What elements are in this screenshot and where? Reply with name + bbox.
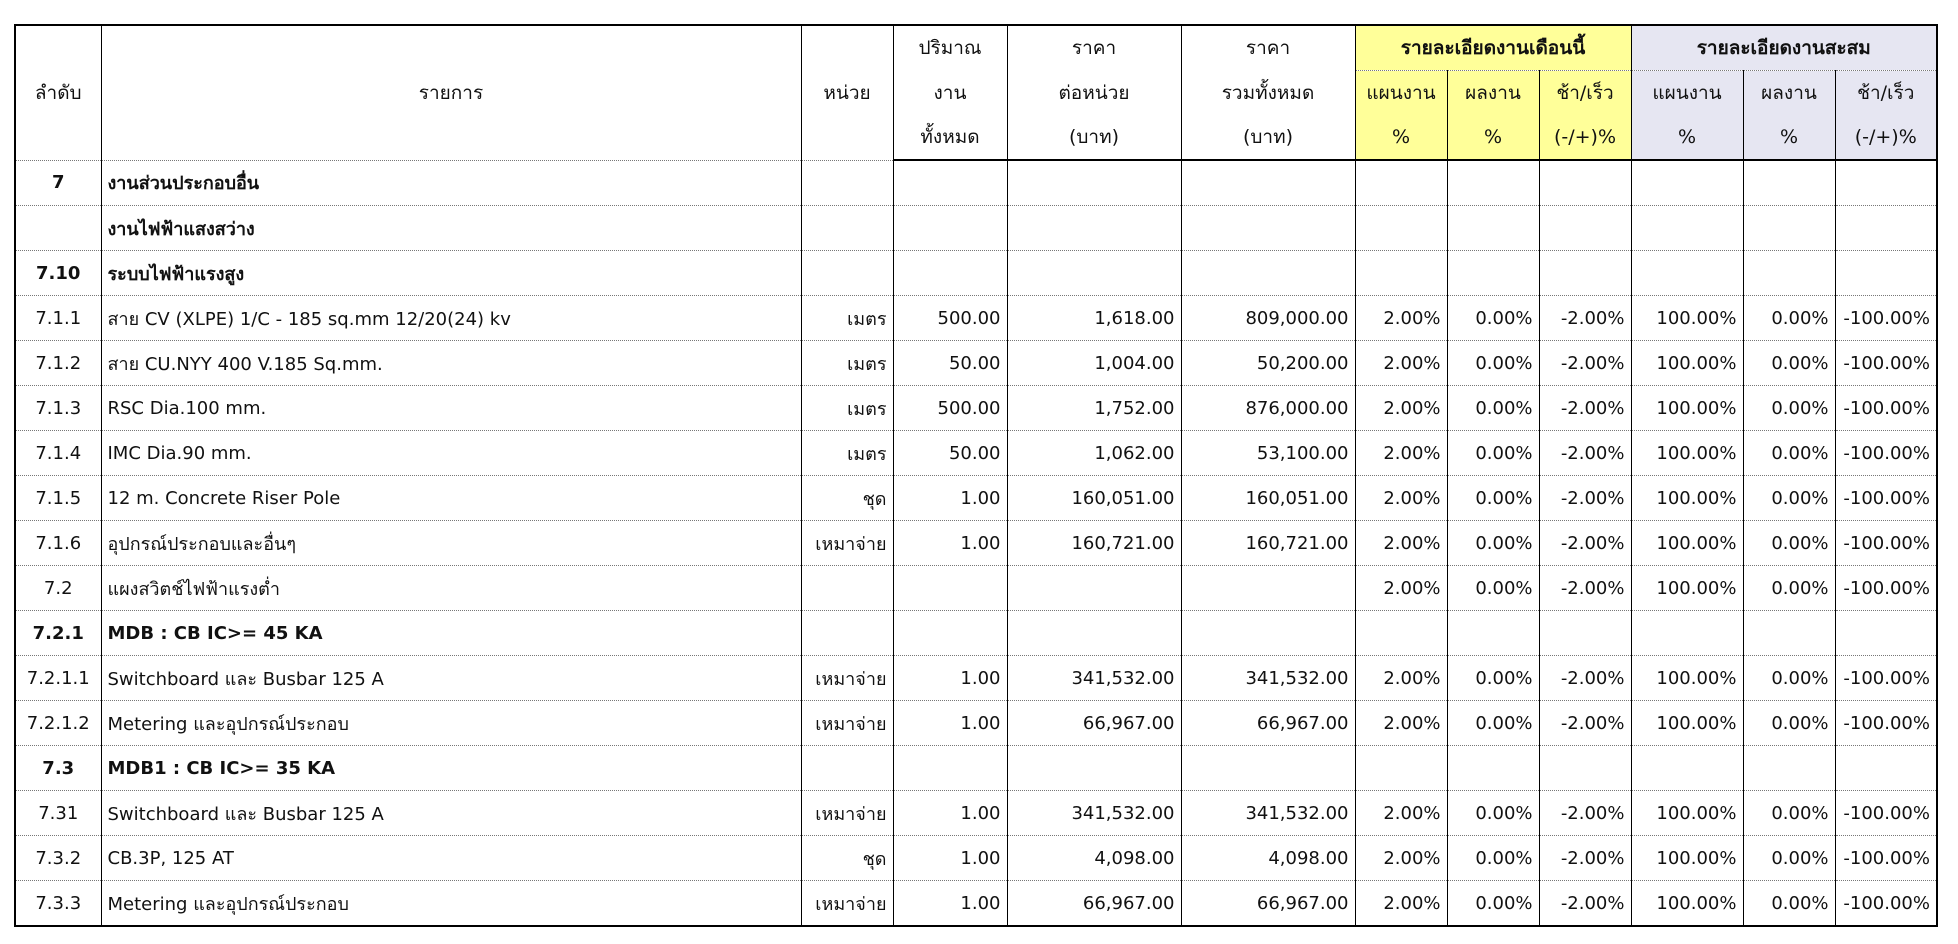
cell-month-plan: 2.00% xyxy=(1355,431,1447,476)
cell-month-plan: 2.00% xyxy=(1355,881,1447,927)
cell-cum-diff: -100.00% xyxy=(1835,836,1937,881)
cell-cum-plan xyxy=(1631,160,1743,206)
cell-total: 160,051.00 xyxy=(1181,476,1355,521)
cell-month-result: 0.00% xyxy=(1447,521,1539,566)
cell-month-plan: 2.00% xyxy=(1355,656,1447,701)
cell-unit-price xyxy=(1007,746,1181,791)
cell-cum-result: 0.00% xyxy=(1743,476,1835,521)
cell-qty: 1.00 xyxy=(893,521,1007,566)
progress-table xyxy=(14,24,1938,927)
table-row xyxy=(15,701,1937,746)
cell-item: ระบบไฟฟ้าแรงสูง xyxy=(101,251,801,296)
cell-month-plan xyxy=(1355,251,1447,296)
cell-cum-result xyxy=(1743,611,1835,656)
table-row xyxy=(15,881,1937,927)
cell-month-result: 0.00% xyxy=(1447,566,1539,611)
cell-month-diff: -2.00% xyxy=(1539,701,1631,746)
table-row xyxy=(15,746,1937,791)
cell-qty: 50.00 xyxy=(893,341,1007,386)
table-row xyxy=(15,431,1937,476)
cell-cum-result: 0.00% xyxy=(1743,521,1835,566)
cell-unit-price: 1,618.00 xyxy=(1007,296,1181,341)
cell-no: 7.31 xyxy=(15,791,101,836)
cell-item: งานไฟฟ้าแสงสว่าง xyxy=(101,206,801,251)
cell-cum-plan xyxy=(1631,206,1743,251)
cell-cum-plan: 100.00% xyxy=(1631,656,1743,701)
table-header xyxy=(15,25,1937,160)
cell-cum-diff: -100.00% xyxy=(1835,701,1937,746)
cell-no: 7.2 xyxy=(15,566,101,611)
cell-cum-plan xyxy=(1631,251,1743,296)
cell-total xyxy=(1181,160,1355,206)
cell-month-diff xyxy=(1539,611,1631,656)
cell-no: 7 xyxy=(15,160,101,206)
cell-cum-plan: 100.00% xyxy=(1631,566,1743,611)
cell-qty: 1.00 xyxy=(893,791,1007,836)
header-group-month: รายละเอียดงานเดือนนี้ xyxy=(1355,25,1631,71)
header-no: ลำดับ xyxy=(15,25,101,160)
cell-month-result: 0.00% xyxy=(1447,656,1539,701)
cell-unit: เหมาจ่าย xyxy=(801,791,893,836)
cell-cum-diff: -100.00% xyxy=(1835,656,1937,701)
cell-unit: เมตร xyxy=(801,341,893,386)
cell-no: 7.1.4 xyxy=(15,431,101,476)
cell-qty xyxy=(893,251,1007,296)
cell-no: 7.3 xyxy=(15,746,101,791)
header-item: รายการ xyxy=(101,25,801,160)
cell-unit xyxy=(801,611,893,656)
cell-item: MDB : CB IC>= 45 KA xyxy=(101,611,801,656)
cell-no: 7.3.3 xyxy=(15,881,101,927)
table-row xyxy=(15,251,1937,296)
cell-qty: 1.00 xyxy=(893,836,1007,881)
cell-month-diff: -2.00% xyxy=(1539,476,1631,521)
cell-total xyxy=(1181,746,1355,791)
cell-unit-price xyxy=(1007,160,1181,206)
table-row xyxy=(15,386,1937,431)
cell-cum-plan xyxy=(1631,746,1743,791)
cell-total xyxy=(1181,611,1355,656)
cell-month-plan xyxy=(1355,611,1447,656)
header-price-line3: (บาท) xyxy=(1007,115,1181,160)
cell-month-result xyxy=(1447,160,1539,206)
table-row xyxy=(15,791,1937,836)
cell-unit: เมตร xyxy=(801,431,893,476)
cell-cum-diff xyxy=(1835,611,1937,656)
cell-total: 876,000.00 xyxy=(1181,386,1355,431)
cell-month-diff: -2.00% xyxy=(1539,656,1631,701)
cell-qty: 500.00 xyxy=(893,296,1007,341)
cell-no: 7.1.1 xyxy=(15,296,101,341)
cell-item: CB.3P, 125 AT xyxy=(101,836,801,881)
cell-no xyxy=(15,206,101,251)
cell-unit: ชุด xyxy=(801,836,893,881)
cell-total: 341,532.00 xyxy=(1181,656,1355,701)
cell-total xyxy=(1181,251,1355,296)
cell-item: Switchboard และ Busbar 125 A xyxy=(101,791,801,836)
cell-cum-plan: 100.00% xyxy=(1631,881,1743,927)
cell-total: 66,967.00 xyxy=(1181,881,1355,927)
cell-month-diff: -2.00% xyxy=(1539,881,1631,927)
header-total-line1: ราคา xyxy=(1181,25,1355,71)
cell-month-result: 0.00% xyxy=(1447,296,1539,341)
cell-no: 7.1.6 xyxy=(15,521,101,566)
cell-cum-result: 0.00% xyxy=(1743,296,1835,341)
table-row xyxy=(15,656,1937,701)
cell-cum-result: 0.00% xyxy=(1743,341,1835,386)
header-month-result: ผลงาน xyxy=(1447,71,1539,116)
cell-month-plan xyxy=(1355,160,1447,206)
cell-unit-price: 4,098.00 xyxy=(1007,836,1181,881)
cell-month-diff: -2.00% xyxy=(1539,341,1631,386)
cell-unit-price: 160,051.00 xyxy=(1007,476,1181,521)
cell-cum-diff: -100.00% xyxy=(1835,881,1937,927)
cell-no: 7.10 xyxy=(15,251,101,296)
cell-cum-result xyxy=(1743,206,1835,251)
cell-cum-result xyxy=(1743,160,1835,206)
cell-unit-price: 1,062.00 xyxy=(1007,431,1181,476)
cell-month-plan: 2.00% xyxy=(1355,341,1447,386)
cell-unit-price xyxy=(1007,251,1181,296)
cell-month-diff xyxy=(1539,251,1631,296)
header-cum-result-unit: % xyxy=(1743,115,1835,160)
cell-month-result: 0.00% xyxy=(1447,476,1539,521)
cell-unit: ชุด xyxy=(801,476,893,521)
cell-qty xyxy=(893,746,1007,791)
header-qty-line2: งาน xyxy=(893,71,1007,116)
cell-cum-plan: 100.00% xyxy=(1631,476,1743,521)
header-qty-line1: ปริมาณ xyxy=(893,25,1007,71)
cell-month-result: 0.00% xyxy=(1447,836,1539,881)
cell-cum-diff: -100.00% xyxy=(1835,476,1937,521)
header-month-diff: ช้า/เร็ว xyxy=(1539,71,1631,116)
cell-month-result xyxy=(1447,746,1539,791)
table-row xyxy=(15,611,1937,656)
cell-cum-result: 0.00% xyxy=(1743,656,1835,701)
cell-qty: 1.00 xyxy=(893,881,1007,927)
cell-total xyxy=(1181,206,1355,251)
cell-cum-result: 0.00% xyxy=(1743,836,1835,881)
cell-item: สาย CU.NYY 400 V.185 Sq.mm. xyxy=(101,341,801,386)
cell-unit: เหมาจ่าย xyxy=(801,701,893,746)
table-row xyxy=(15,296,1937,341)
cell-cum-plan: 100.00% xyxy=(1631,431,1743,476)
table-row xyxy=(15,476,1937,521)
header-total-line3: (บาท) xyxy=(1181,115,1355,160)
cell-no: 7.2.1.1 xyxy=(15,656,101,701)
cell-cum-result xyxy=(1743,251,1835,296)
header-month-diff-unit: (-/+)% xyxy=(1539,115,1631,160)
cell-qty: 500.00 xyxy=(893,386,1007,431)
cell-cum-plan: 100.00% xyxy=(1631,836,1743,881)
header-qty-line3: ทั้งหมด xyxy=(893,115,1007,160)
table-body xyxy=(15,160,1937,926)
cell-month-plan xyxy=(1355,206,1447,251)
cell-month-plan: 2.00% xyxy=(1355,386,1447,431)
cell-unit-price: 66,967.00 xyxy=(1007,701,1181,746)
cell-cum-plan: 100.00% xyxy=(1631,791,1743,836)
cell-cum-diff: -100.00% xyxy=(1835,386,1937,431)
cell-cum-plan xyxy=(1631,611,1743,656)
cell-month-diff: -2.00% xyxy=(1539,566,1631,611)
boq-progress-sheet xyxy=(14,24,1938,927)
cell-month-result: 0.00% xyxy=(1447,431,1539,476)
cell-month-plan: 2.00% xyxy=(1355,476,1447,521)
cell-unit xyxy=(801,160,893,206)
cell-unit-price: 160,721.00 xyxy=(1007,521,1181,566)
header-cum-diff: ช้า/เร็ว xyxy=(1835,71,1937,116)
cell-unit: เมตร xyxy=(801,386,893,431)
header-cum-plan: แผนงาน xyxy=(1631,71,1743,116)
cell-unit-price: 1,004.00 xyxy=(1007,341,1181,386)
cell-month-plan: 2.00% xyxy=(1355,566,1447,611)
cell-item: RSC Dia.100 mm. xyxy=(101,386,801,431)
cell-month-diff: -2.00% xyxy=(1539,296,1631,341)
cell-cum-diff: -100.00% xyxy=(1835,791,1937,836)
header-cum-diff-unit: (-/+)% xyxy=(1835,115,1937,160)
header-price-line1: ราคา xyxy=(1007,25,1181,71)
cell-qty xyxy=(893,206,1007,251)
cell-cum-diff: -100.00% xyxy=(1835,431,1937,476)
table-row xyxy=(15,341,1937,386)
cell-no: 7.2.1.2 xyxy=(15,701,101,746)
cell-total: 66,967.00 xyxy=(1181,701,1355,746)
cell-no: 7.1.5 xyxy=(15,476,101,521)
cell-total xyxy=(1181,566,1355,611)
cell-month-plan: 2.00% xyxy=(1355,836,1447,881)
cell-month-diff xyxy=(1539,206,1631,251)
cell-item: IMC Dia.90 mm. xyxy=(101,431,801,476)
cell-cum-diff xyxy=(1835,160,1937,206)
cell-cum-result xyxy=(1743,746,1835,791)
cell-month-diff xyxy=(1539,160,1631,206)
cell-item: Switchboard และ Busbar 125 A xyxy=(101,656,801,701)
cell-item: อุปกรณ์ประกอบและอื่นๆ xyxy=(101,521,801,566)
cell-unit-price: 66,967.00 xyxy=(1007,881,1181,927)
cell-item: แผงสวิตช์ไฟฟ้าแรงต่ำ xyxy=(101,566,801,611)
cell-qty: 1.00 xyxy=(893,656,1007,701)
cell-total: 4,098.00 xyxy=(1181,836,1355,881)
cell-month-diff: -2.00% xyxy=(1539,386,1631,431)
cell-month-plan: 2.00% xyxy=(1355,791,1447,836)
table-row xyxy=(15,566,1937,611)
cell-qty xyxy=(893,611,1007,656)
cell-unit: เหมาจ่าย xyxy=(801,521,893,566)
header-price-line2: ต่อหน่วย xyxy=(1007,71,1181,116)
cell-month-diff: -2.00% xyxy=(1539,431,1631,476)
cell-qty: 1.00 xyxy=(893,701,1007,746)
cell-unit-price xyxy=(1007,611,1181,656)
cell-month-result: 0.00% xyxy=(1447,791,1539,836)
cell-item: MDB1 : CB IC>= 35 KA xyxy=(101,746,801,791)
cell-unit: เหมาจ่าย xyxy=(801,656,893,701)
cell-cum-plan: 100.00% xyxy=(1631,701,1743,746)
cell-total: 809,000.00 xyxy=(1181,296,1355,341)
cell-qty: 50.00 xyxy=(893,431,1007,476)
cell-total: 50,200.00 xyxy=(1181,341,1355,386)
cell-item: Metering และอุปกรณ์ประกอบ xyxy=(101,701,801,746)
cell-month-plan: 2.00% xyxy=(1355,701,1447,746)
header-cum-plan-unit: % xyxy=(1631,115,1743,160)
cell-unit: เมตร xyxy=(801,296,893,341)
cell-no: 7.3.2 xyxy=(15,836,101,881)
cell-qty: 1.00 xyxy=(893,476,1007,521)
cell-unit: เหมาจ่าย xyxy=(801,881,893,927)
cell-item: งานส่วนประกอบอื่น xyxy=(101,160,801,206)
header-group-cumulative: รายละเอียดงานสะสม xyxy=(1631,25,1937,71)
cell-cum-diff: -100.00% xyxy=(1835,521,1937,566)
table-row xyxy=(15,160,1937,206)
header-unit: หน่วย xyxy=(801,25,893,160)
cell-item: 12 m. Concrete Riser Pole xyxy=(101,476,801,521)
cell-unit xyxy=(801,566,893,611)
cell-cum-diff xyxy=(1835,251,1937,296)
cell-qty xyxy=(893,566,1007,611)
cell-total: 53,100.00 xyxy=(1181,431,1355,476)
cell-month-result: 0.00% xyxy=(1447,881,1539,927)
cell-unit-price: 341,532.00 xyxy=(1007,656,1181,701)
cell-cum-result: 0.00% xyxy=(1743,881,1835,927)
cell-item: Metering และอุปกรณ์ประกอบ xyxy=(101,881,801,927)
cell-unit xyxy=(801,206,893,251)
cell-unit xyxy=(801,746,893,791)
cell-cum-result: 0.00% xyxy=(1743,566,1835,611)
cell-unit-price: 1,752.00 xyxy=(1007,386,1181,431)
cell-month-diff: -2.00% xyxy=(1539,791,1631,836)
cell-cum-diff xyxy=(1835,746,1937,791)
cell-month-plan xyxy=(1355,746,1447,791)
cell-cum-plan: 100.00% xyxy=(1631,386,1743,431)
cell-total: 160,721.00 xyxy=(1181,521,1355,566)
header-month-result-unit: % xyxy=(1447,115,1539,160)
cell-cum-plan: 100.00% xyxy=(1631,341,1743,386)
cell-no: 7.1.2 xyxy=(15,341,101,386)
cell-cum-diff: -100.00% xyxy=(1835,296,1937,341)
cell-total: 341,532.00 xyxy=(1181,791,1355,836)
header-month-plan: แผนงาน xyxy=(1355,71,1447,116)
cell-no: 7.2.1 xyxy=(15,611,101,656)
cell-month-plan: 2.00% xyxy=(1355,521,1447,566)
cell-month-diff xyxy=(1539,746,1631,791)
cell-no: 7.1.3 xyxy=(15,386,101,431)
cell-item: สาย CV (XLPE) 1/C - 185 sq.mm 12/20(24) kv xyxy=(101,296,801,341)
header-month-plan-unit: % xyxy=(1355,115,1447,160)
cell-month-result xyxy=(1447,206,1539,251)
cell-month-plan: 2.00% xyxy=(1355,296,1447,341)
cell-unit-price xyxy=(1007,206,1181,251)
cell-cum-diff: -100.00% xyxy=(1835,341,1937,386)
cell-month-result: 0.00% xyxy=(1447,341,1539,386)
cell-unit xyxy=(801,251,893,296)
header-total-line2: รวมทั้งหมด xyxy=(1181,71,1355,116)
cell-cum-result: 0.00% xyxy=(1743,791,1835,836)
cell-month-diff: -2.00% xyxy=(1539,836,1631,881)
cell-cum-diff xyxy=(1835,206,1937,251)
cell-month-result xyxy=(1447,251,1539,296)
cell-month-result xyxy=(1447,611,1539,656)
cell-month-result: 0.00% xyxy=(1447,701,1539,746)
cell-cum-plan: 100.00% xyxy=(1631,521,1743,566)
cell-cum-plan: 100.00% xyxy=(1631,296,1743,341)
cell-unit-price: 341,532.00 xyxy=(1007,791,1181,836)
table-row xyxy=(15,206,1937,251)
cell-cum-diff: -100.00% xyxy=(1835,566,1937,611)
cell-month-diff: -2.00% xyxy=(1539,521,1631,566)
header-cum-result: ผลงาน xyxy=(1743,71,1835,116)
table-row xyxy=(15,836,1937,881)
cell-cum-result: 0.00% xyxy=(1743,431,1835,476)
cell-month-result: 0.00% xyxy=(1447,386,1539,431)
cell-unit-price xyxy=(1007,566,1181,611)
cell-qty xyxy=(893,160,1007,206)
table-row xyxy=(15,521,1937,566)
cell-cum-result: 0.00% xyxy=(1743,386,1835,431)
cell-cum-result: 0.00% xyxy=(1743,701,1835,746)
